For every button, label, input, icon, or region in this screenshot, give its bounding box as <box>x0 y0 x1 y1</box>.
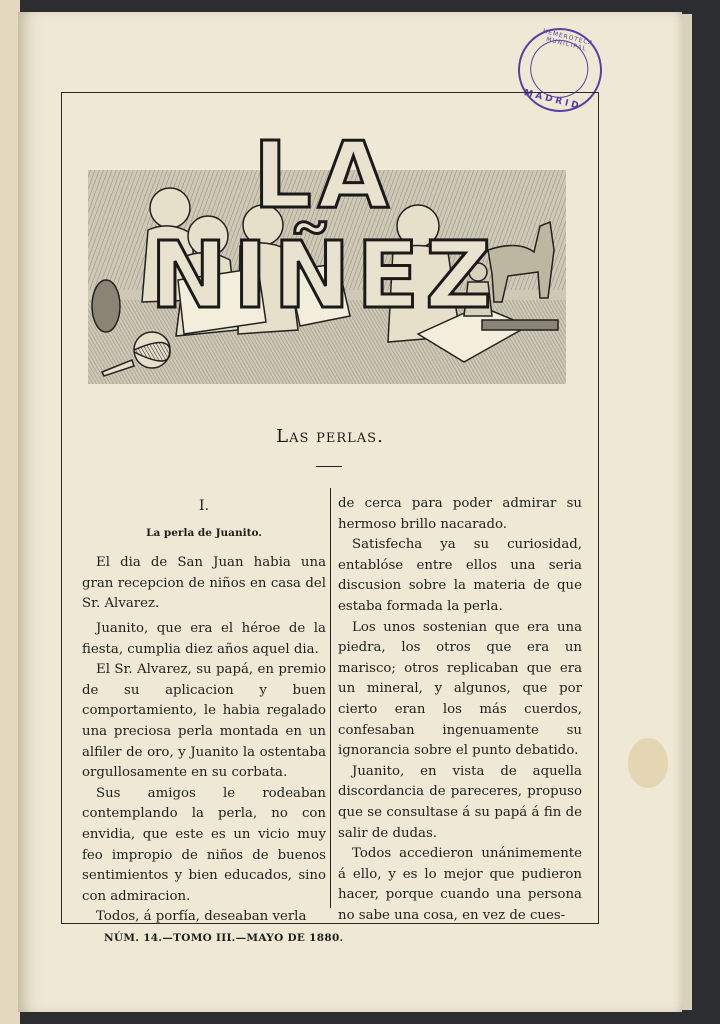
title-rule <box>316 466 342 467</box>
paragraph: de cerca para poder admirar su hermoso brillo nacarado. <box>338 496 582 532</box>
masthead-title: LA NIÑEZ <box>150 122 498 329</box>
page-edge <box>682 14 692 1010</box>
chapter-number: I. <box>199 498 209 514</box>
stamp-bottom-text: MADRID <box>522 88 583 113</box>
left-column <box>82 496 326 928</box>
article-title: Las perlas. <box>276 426 384 447</box>
paper-stain <box>628 738 668 788</box>
paragraph: El Sr. Alvarez, su papá, en premio de su aplicacion y buen comportamiento, le habia regalado una preciosa perla montada en un alfiler de oro, y Juanito la ostentaba orgullosamente en su corbata. <box>82 662 326 781</box>
column-divider <box>330 488 331 908</box>
paragraph: Juanito, en vista de aquella discordancia de pareceres, propuso que se consultase á su papá á fin de salir de dudas. <box>338 763 582 841</box>
right-column <box>338 494 582 926</box>
paragraph: Los unos sostenian que era una piedra, los otros que era un marisco; otros replicaban que era un mineral, y algunos, que por cierto eran los más cuerdos, confesaban ingenuamente su ignorancia sobre el punto debatido. <box>338 619 582 759</box>
paragraph: Todos accedieron unánimemente á ello, y es lo mejor que pudieron hacer, porque cuando una persona no sabe una cosa, en vez de cues- <box>338 846 582 923</box>
paragraph: Sus amigos le rodeaban contemplando la perla, no con envidia, que este es un vicio muy feo impropio de niños de buenos sentimientos y bien educados, sino con admiracion. <box>82 785 326 904</box>
paragraph: Todos, á porfía, deseaban verla <box>96 909 307 925</box>
book-spine-edge <box>0 0 20 1024</box>
issue-footer: NÚM. 14.—TOMO III.—MAYO DE 1880. <box>104 932 344 944</box>
stamp-top-text: HEMEROTECA MUNICIPAL <box>542 27 595 53</box>
paragraph: Juanito, que era el héroe de la fiesta, cumplia diez años aquel dia. <box>82 620 326 657</box>
chapter-subtitle: La perla de Juanito. <box>146 526 262 539</box>
paragraph: Satisfecha ya su curiosidad, entablóse entre ellos una seria discusion sobre la materia de que estaba formada la perla. <box>338 537 582 614</box>
paragraph: El dia de San Juan habia una gran recepcion de niños en casa del Sr. Alvarez. <box>82 555 326 612</box>
